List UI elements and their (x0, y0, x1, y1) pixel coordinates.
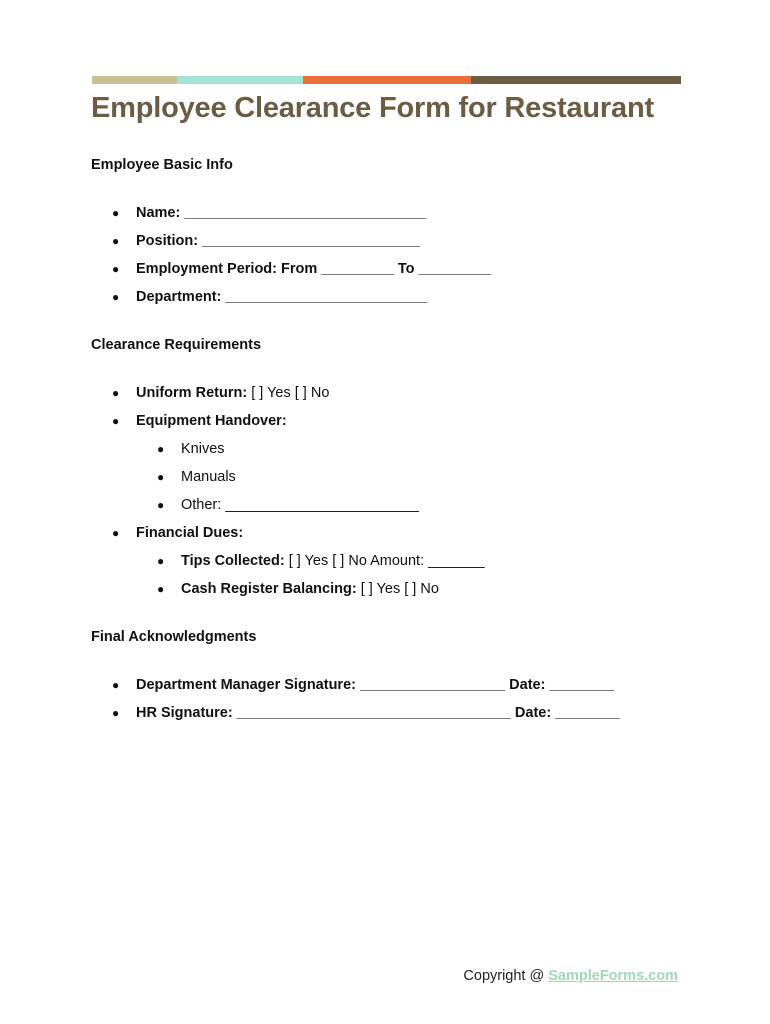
color-bar-segment-brown (471, 76, 681, 84)
hr-signature-label: HR Signature: __________________________________ Date: ________ (136, 705, 620, 721)
bullet-icon: ● (157, 470, 165, 484)
uniform-return-label: Uniform Return: (136, 385, 248, 401)
bullet-icon: ● (112, 414, 120, 428)
department-field-label: Department: _________________________ (136, 289, 428, 305)
uniform-return-options: [ ] Yes [ ] No (247, 385, 330, 401)
section-heading-basic-info: Employee Basic Info (91, 157, 233, 173)
copyright-footer (463, 968, 678, 984)
bullet-icon: ● (157, 554, 165, 568)
manager-signature-label: Department Manager Signature: __________________ Date: ________ (136, 677, 614, 693)
position-field (112, 232, 420, 250)
hr-signature-field (112, 704, 620, 722)
bullet-icon: ● (157, 498, 165, 512)
cash-register-options: [ ] Yes [ ] No (356, 581, 439, 597)
copyright-prefix: Copyright @ (463, 968, 549, 984)
financial-dues-item (112, 524, 244, 542)
color-bar-segment-tan (92, 76, 177, 84)
bullet-icon: ● (112, 206, 120, 220)
tips-collected-label: Tips Collected: (181, 553, 285, 569)
equipment-item-knives (157, 440, 225, 458)
financial-dues-label: Financial Dues: (136, 525, 244, 541)
equipment-item-label: Knives (181, 441, 225, 457)
cash-register-item (157, 580, 439, 598)
decorative-color-bar (92, 76, 681, 84)
brand-link[interactable]: SampleForms.com (548, 968, 678, 984)
name-field (112, 204, 427, 222)
page-title: Employee Clearance Form for Restaurant (91, 92, 654, 124)
equipment-item-manuals (157, 468, 236, 486)
bullet-icon: ● (157, 442, 165, 456)
tips-collected-item (157, 552, 485, 570)
bullet-icon: ● (112, 526, 120, 540)
color-bar-segment-orange (303, 76, 471, 84)
bullet-icon: ● (112, 386, 120, 400)
department-field (112, 288, 428, 306)
equipment-item-label: Other: ________________________ (181, 497, 419, 513)
section-heading-acknowledgments: Final Acknowledgments (91, 629, 257, 645)
name-field-label: Name: ______________________________ (136, 205, 427, 221)
bullet-icon: ● (112, 678, 120, 692)
bullet-icon: ● (157, 582, 165, 596)
bullet-icon: ● (112, 262, 120, 276)
manager-signature-field (112, 676, 614, 694)
equipment-item-label: Manuals (181, 469, 236, 485)
bullet-icon: ● (112, 706, 120, 720)
bullet-icon: ● (112, 290, 120, 304)
tips-collected-options: [ ] Yes [ ] No Amount: _______ (284, 553, 485, 569)
uniform-return-item (112, 384, 330, 402)
employment-period-field (112, 260, 492, 278)
equipment-handover-item (112, 412, 287, 430)
equipment-item-other (157, 496, 419, 514)
position-field-label: Position: ___________________________ (136, 233, 420, 249)
employment-period-label: Employment Period: From _________ To _________ (136, 261, 492, 277)
cash-register-label: Cash Register Balancing: (181, 581, 357, 597)
color-bar-segment-mint (177, 76, 303, 84)
bullet-icon: ● (112, 234, 120, 248)
section-heading-clearance: Clearance Requirements (91, 337, 262, 353)
equipment-handover-label: Equipment Handover: (136, 413, 287, 429)
